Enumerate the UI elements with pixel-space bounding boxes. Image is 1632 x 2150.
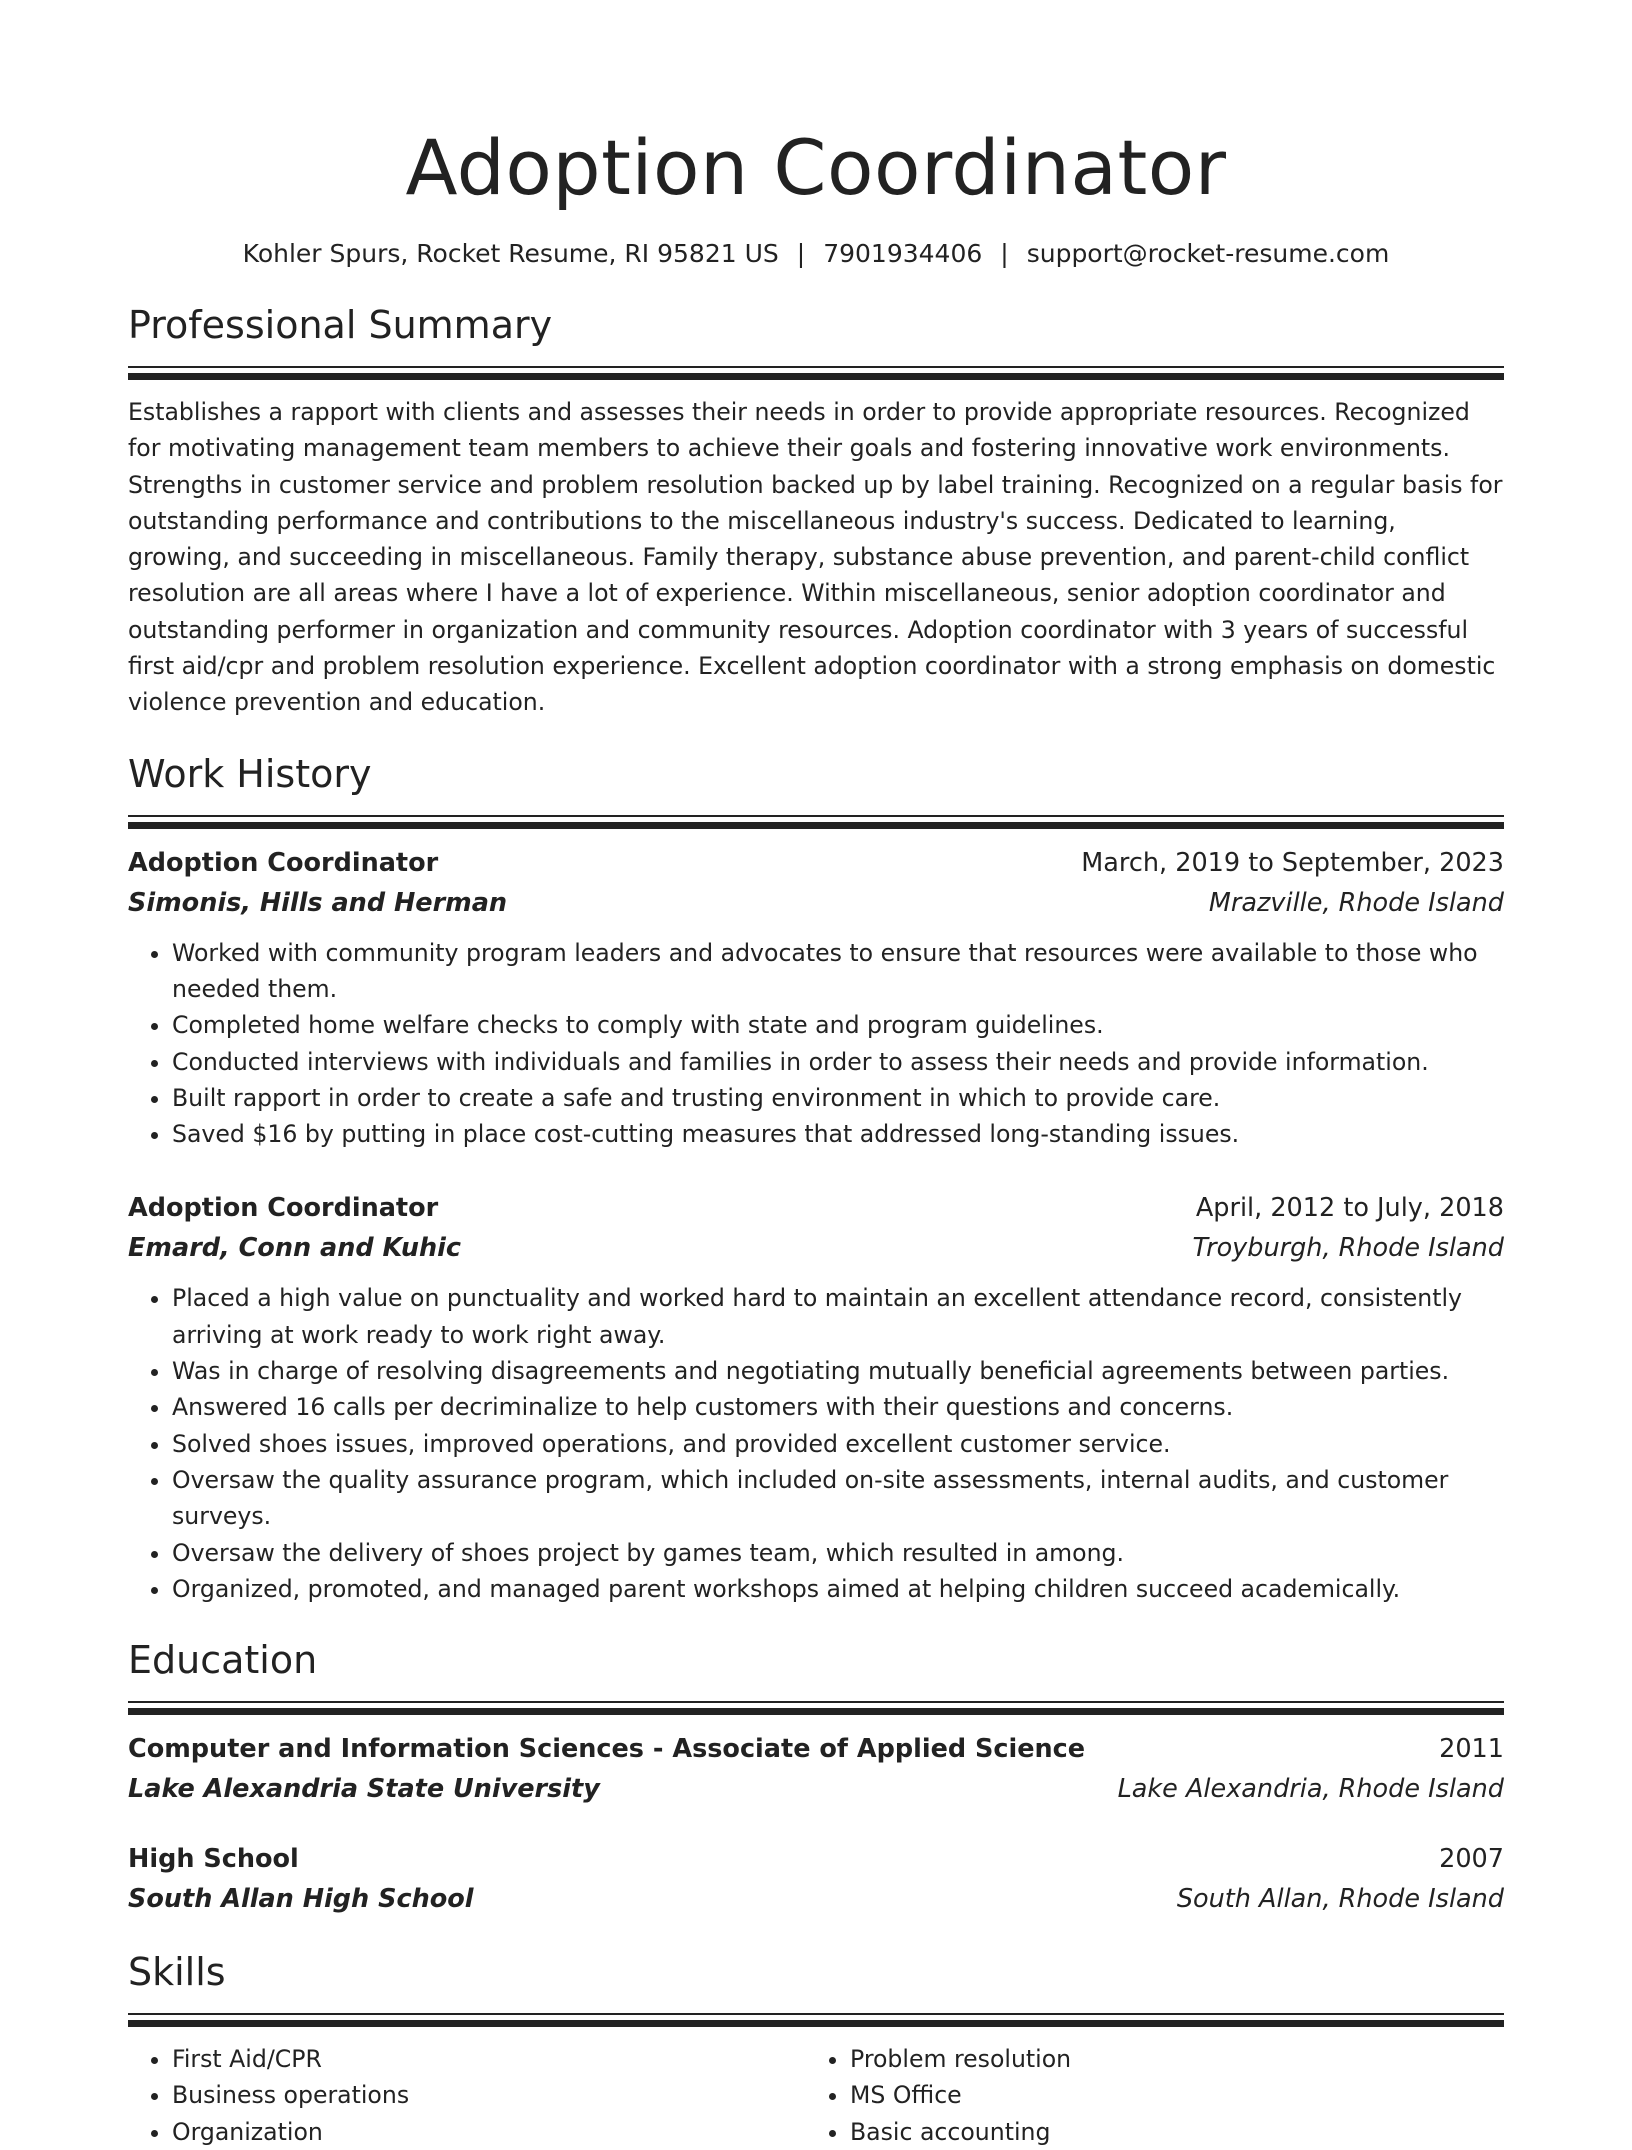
section-divider bbox=[128, 822, 1504, 829]
job-bullets bbox=[128, 935, 1504, 1153]
summary-text: Establishes a rapport with clients and assesses their needs in order to provide appropriate resources. Recognized for motivating management team members to achieve their goals and fostering innovative work environments. Strengths in customer service and problem resolution backed up by label training. Recognized on a regular basis for outstanding performance and contributions to the miscellaneous industry's success. Dedicated to learning, growing, and succeeding in miscellaneous. Family therapy, substance abuse prevention, and parent-child conflict resolution are all areas where I have a lot of experience. Within miscellaneous, senior adoption coordinator and outstanding performer in organization and community resources. Adoption coordinator with 3 years of successful first aid/cpr and problem resolution experience. Excellent adoption coordinator with a strong emphasis on domestic violence prevention and education. bbox=[128, 398, 1503, 717]
job-bullet: • Oversaw the delivery of shoes project by games team, which resulted in among. bbox=[172, 1535, 1504, 1571]
job-location: Mrazville, Rhode Island bbox=[1208, 887, 1504, 918]
skill-item: • Basic accounting bbox=[850, 2114, 1484, 2150]
contact-phone: 7901934406 bbox=[823, 239, 983, 268]
education-degree: Computer and Information Sciences - Associate of Applied Science bbox=[128, 1734, 1086, 1765]
education-entry bbox=[128, 1729, 1504, 1809]
job-company: Simonis, Hills and Herman bbox=[128, 887, 508, 918]
skills-column-left bbox=[128, 2041, 806, 2150]
job-company: Emard, Conn and Kuhic bbox=[128, 1233, 462, 1264]
education-location: South Allan, Rhode Island bbox=[1176, 1884, 1504, 1915]
section-divider bbox=[128, 1701, 1504, 1703]
candidate-name: Adoption Coordinator bbox=[405, 123, 1227, 212]
resume-content bbox=[128, 118, 1504, 2150]
job-role: Adoption Coordinator bbox=[128, 847, 439, 878]
job-entry bbox=[128, 1188, 1504, 1607]
job-entry bbox=[128, 843, 1504, 1153]
contact-line bbox=[128, 236, 1504, 272]
education-location: Lake Alexandria, Rhode Island bbox=[1117, 1774, 1504, 1805]
job-bullet: • Was in charge of resolving disagreements and negotiating mutually beneficial agreements between parties. bbox=[172, 1353, 1504, 1389]
section-divider bbox=[128, 815, 1504, 817]
job-location: Troyburgh, Rhode Island bbox=[1192, 1233, 1504, 1264]
job-bullet: • Solved shoes issues, improved operations, and provided excellent customer service. bbox=[172, 1426, 1504, 1462]
job-bullet: • Completed home welfare checks to comply with state and program guidelines. bbox=[172, 1007, 1504, 1043]
skills-column-right bbox=[806, 2041, 1484, 2150]
job-bullet: • Placed a high value on punctuality and worked hard to maintain an excellent attendance record, consistently arriving at work ready to work right away. bbox=[172, 1280, 1504, 1353]
education-school: South Allan High School bbox=[128, 1884, 474, 1915]
skill-item: • Organization bbox=[172, 2114, 806, 2150]
job-role: Adoption Coordinator bbox=[128, 1193, 439, 1224]
section-divider bbox=[128, 1708, 1504, 1715]
job-bullet: • Oversaw the quality assurance program, which included on-site assessments, internal audits, and customer surveys. bbox=[172, 1462, 1504, 1535]
contact-separator: | bbox=[1000, 239, 1009, 268]
education-school: Lake Alexandria State University bbox=[128, 1774, 600, 1805]
skill-item: • Business operations bbox=[172, 2077, 806, 2113]
job-dates: April, 2012 to July, 2018 bbox=[1195, 1193, 1504, 1224]
education-year: 2007 bbox=[1439, 1844, 1504, 1875]
job-bullet: • Worked with community program leaders and advocates to ensure that resources were available to those who needed them. bbox=[172, 935, 1504, 1008]
job-bullet: • Conducted interviews with individuals and families in order to assess their needs and provide information. bbox=[172, 1044, 1504, 1080]
skill-item: • MS Office bbox=[850, 2077, 1484, 2113]
section-divider bbox=[128, 373, 1504, 380]
job-bullet: • Built rapport in order to create a safe and trusting environment in which to provide care. bbox=[172, 1080, 1504, 1116]
section-divider bbox=[128, 2020, 1504, 2027]
job-dates: March, 2019 to September, 2023 bbox=[1081, 847, 1504, 878]
job-bullets bbox=[128, 1280, 1504, 1607]
contact-address: Kohler Spurs, Rocket Resume, RI 95821 US bbox=[242, 239, 779, 268]
job-bullet: • Answered 16 calls per decriminalize to help customers with their questions and concerns. bbox=[172, 1389, 1504, 1425]
section-title-education: Education bbox=[128, 1638, 318, 1683]
skill-item: • Problem resolution bbox=[850, 2041, 1484, 2077]
education-degree: High School bbox=[128, 1844, 299, 1875]
skill-item: • First Aid/CPR bbox=[172, 2041, 806, 2077]
education-entry bbox=[128, 1839, 1504, 1919]
skills-list bbox=[128, 2041, 1504, 2150]
section-divider bbox=[128, 366, 1504, 368]
education-year: 2011 bbox=[1439, 1734, 1504, 1765]
section-title-summary: Professional Summary bbox=[128, 303, 553, 347]
job-bullet: • Saved $16 by putting in place cost-cutting measures that addressed long-standing issues. bbox=[172, 1116, 1504, 1152]
job-bullet: • Organized, promoted, and managed parent workshops aimed at helping children succeed academically. bbox=[172, 1571, 1504, 1607]
section-divider bbox=[128, 2013, 1504, 2015]
section-title-work: Work History bbox=[128, 751, 372, 796]
section-title-skills: Skills bbox=[128, 1950, 226, 1995]
contact-separator: | bbox=[796, 239, 806, 268]
contact-email: support@rocket-resume.com bbox=[1026, 239, 1390, 268]
